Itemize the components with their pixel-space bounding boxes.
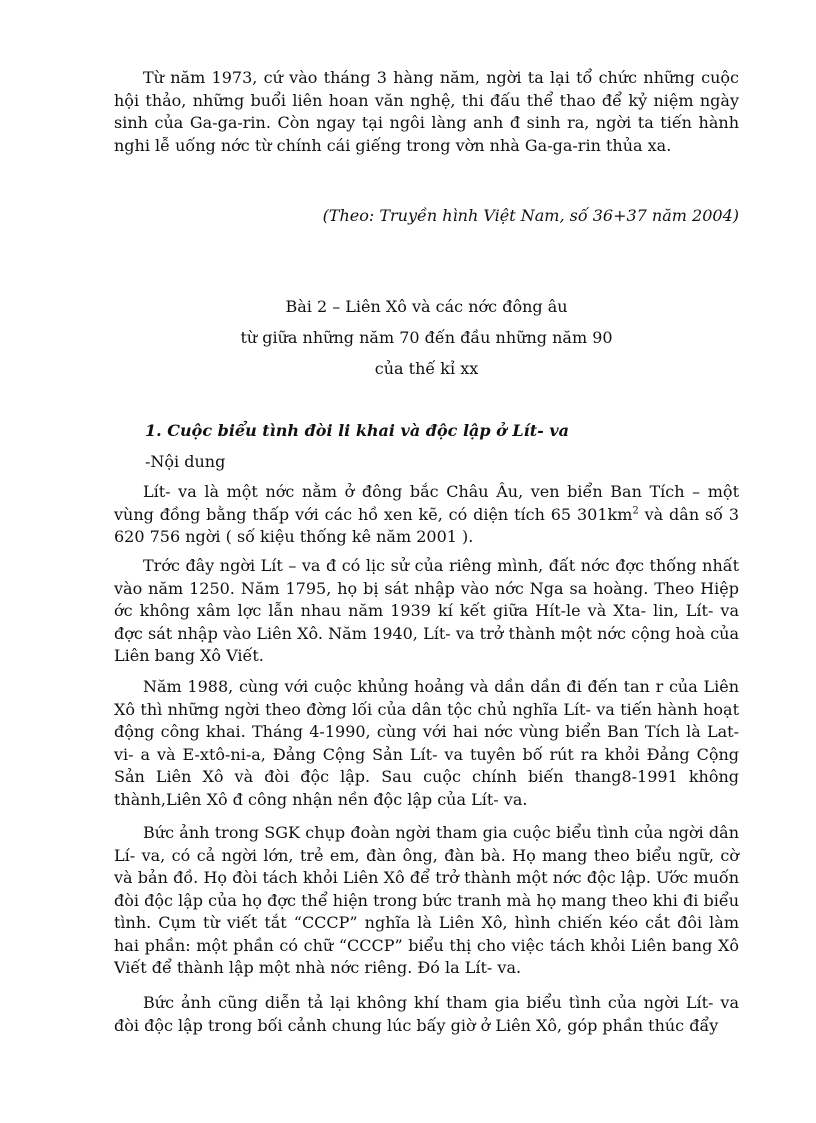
paragraph-4: Bức ảnh trong SGK chụp đoàn ngời tham gia cuộc biểu tình của ngời dân Lí- va, có cả ngời lớn, trẻ em, đàn ông, đàn bà. Họ mang theo biểu ngữ, cờ và bản đồ. Họ đòi tách khỏi Liên Xô để trở thành một nớc độc lập. Ước muốn đòi độc lập của họ đợc thể hiện trong bức tranh mà họ mang theo khi đi biểu tình. Cụm từ viết tắt “CCCP” nghĩa là Liên Xô, hình chiến kéo cắt đôi làm hai phần: một phần có chữ “CCCP” biểu thị cho việc tách khỏi Liên bang Xô Viết để thành lập một nhà nớc riêng. Đó la Lít- va. (114, 823, 739, 977)
lesson-title-line-3: của thế kỉ xx (374, 359, 479, 378)
area-unit-superscript: 2 (632, 505, 639, 517)
paragraph-3: Năm 1988, cùng với cuộc khủng hoảng và dần dần đi đến tan r của Liên Xô thì những ngời theo đờng lối của dân tộc chủ nghĩa Lít- va tiến hành hoạt động công khai. Tháng 4-1990, cùng với hai nớc vùng biển Ban Tích là Lat- vi- a và E-xtô-ni-a, Đảng Cộng Sản Lít- va tuyên bố rút ra khỏi Đảng Cộng Sản Liên Xô và đòi độc lập. Sau cuộc chính biến thang8-1991 không thành,Liên Xô đ công nhận nền độc lập của Lít- va. (114, 677, 739, 809)
paragraph-2: Trớc đây ngời Lít – va đ có lịc sử của riêng mình, đất nớc đợc thống nhất vào năm 1250. Năm 1795, họ bị sát nhập vào nớc Nga sa hoàng. Theo Hiệp ớc không xâm lợc lẫn nhau năm 1939 kí kết giữa Hít-le và Xta- lin, Lít- va đợc sát nhập vào Liên Xô. Năm 1940, Lít- va trở thành một nớc cộng hoà của Liên bang Xô Viết. (114, 556, 739, 665)
paragraph-1-text: Lít- va là một nớc nằm ở đông bắc Châu Âu, ven biển Ban Tích – một vùng đồng bằng thấp với các hồ xen kẽ, có diện tích 65 301km (114, 482, 739, 524)
content-label: -Nội dung (145, 452, 226, 471)
paragraph-5: Bức ảnh cũng diễn tả lại không khí tham gia biểu tình của ngời Lít- va đòi độc lập trong bối cảnh chung lúc bấy giờ ở Liên Xô, góp phần thúc đẩy (114, 993, 739, 1035)
paragraph-1-text-end: và dân số 3 620 756 ngời ( số kiệu thống kê năm 2001 ). (114, 504, 740, 546)
section-heading: 1. Cuộc biểu tình đòi li khai và độc lập ở Lít- va (145, 421, 569, 440)
intro-paragraph: Từ năm 1973, cứ vào tháng 3 hàng năm, ngời ta lại tổ chức những cuộc hội thảo, những buổi liên hoan văn nghệ, thi đấu thể thao để kỷ niệm ngày sinh của Ga-ga-rin. Còn ngay tại ngôi làng anh đ sinh ra, ngời ta tiến hành nghi lễ uống nớc từ chính cái giếng trong vờn nhà Ga-ga-rin thủa xa. (114, 68, 739, 155)
paragraph-1 (114, 481, 739, 549)
lesson-title-line-1: Bài 2 – Liên Xô và các nớc đông âu (285, 297, 568, 316)
lesson-title-line-2: từ giữa những năm 70 đến đầu những năm 90 (240, 328, 613, 347)
source-note: (Theo: Truyền hình Việt Nam, số 36+37 năm 2004) (322, 206, 739, 225)
